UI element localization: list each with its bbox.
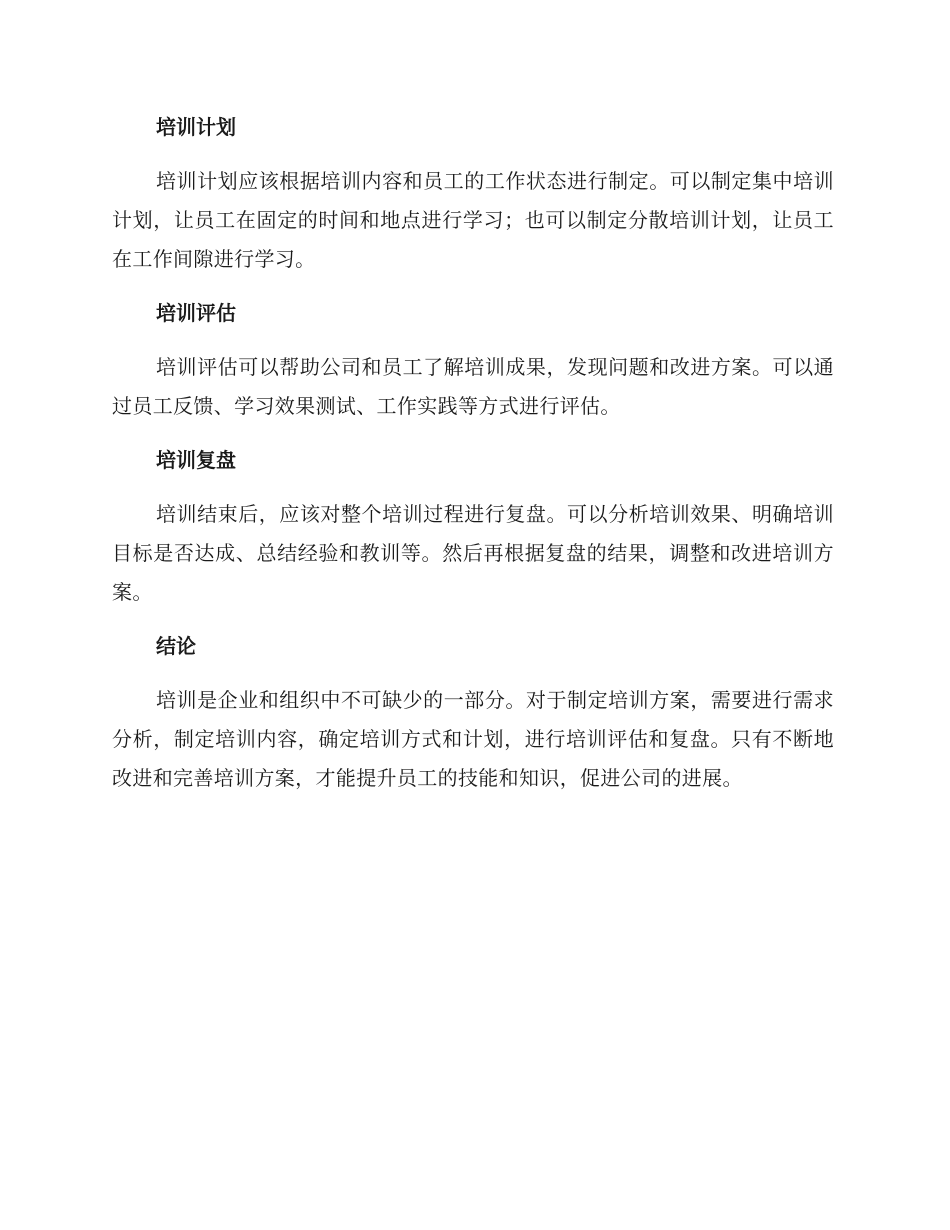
section-heading: 结论 [156,634,196,658]
section-paragraph: 培训计划应该根据培训内容和员工的工作状态进行制定。可以制定集中培训计划，让员工在固定的时间和地点进行学习；也可以制定分散培训计划，让员工在工作间隙进行学习。 [112,169,834,271]
section-training-review [112,440,834,612]
document-body [112,107,834,812]
section-heading: 培训计划 [156,115,236,139]
section-conclusion [112,626,834,798]
section-paragraph: 培训是企业和组织中不可缺少的一部分。对于制定培训方案，需要进行需求分析，制定培训内容，确定培训方式和计划，进行培训评估和复盘。只有不断地改进和完善培训方案，才能提升员工的技能和知识，促进公司的进展。 [112,688,834,790]
section-paragraph: 培训评估可以帮助公司和员工了解培训成果，发现问题和改进方案。可以通过员工反馈、学习效果测试、工作实践等方式进行评估。 [112,355,834,418]
section-paragraph: 培训结束后，应该对整个培训过程进行复盘。可以分析培训效果、明确培训目标是否达成、总结经验和教训等。然后再根据复盘的结果，调整和改进培训方案。 [112,502,834,604]
section-heading: 培训评估 [156,301,236,325]
section-heading: 培训复盘 [156,448,236,472]
section-training-evaluation [112,293,834,426]
section-training-plan [112,107,834,279]
